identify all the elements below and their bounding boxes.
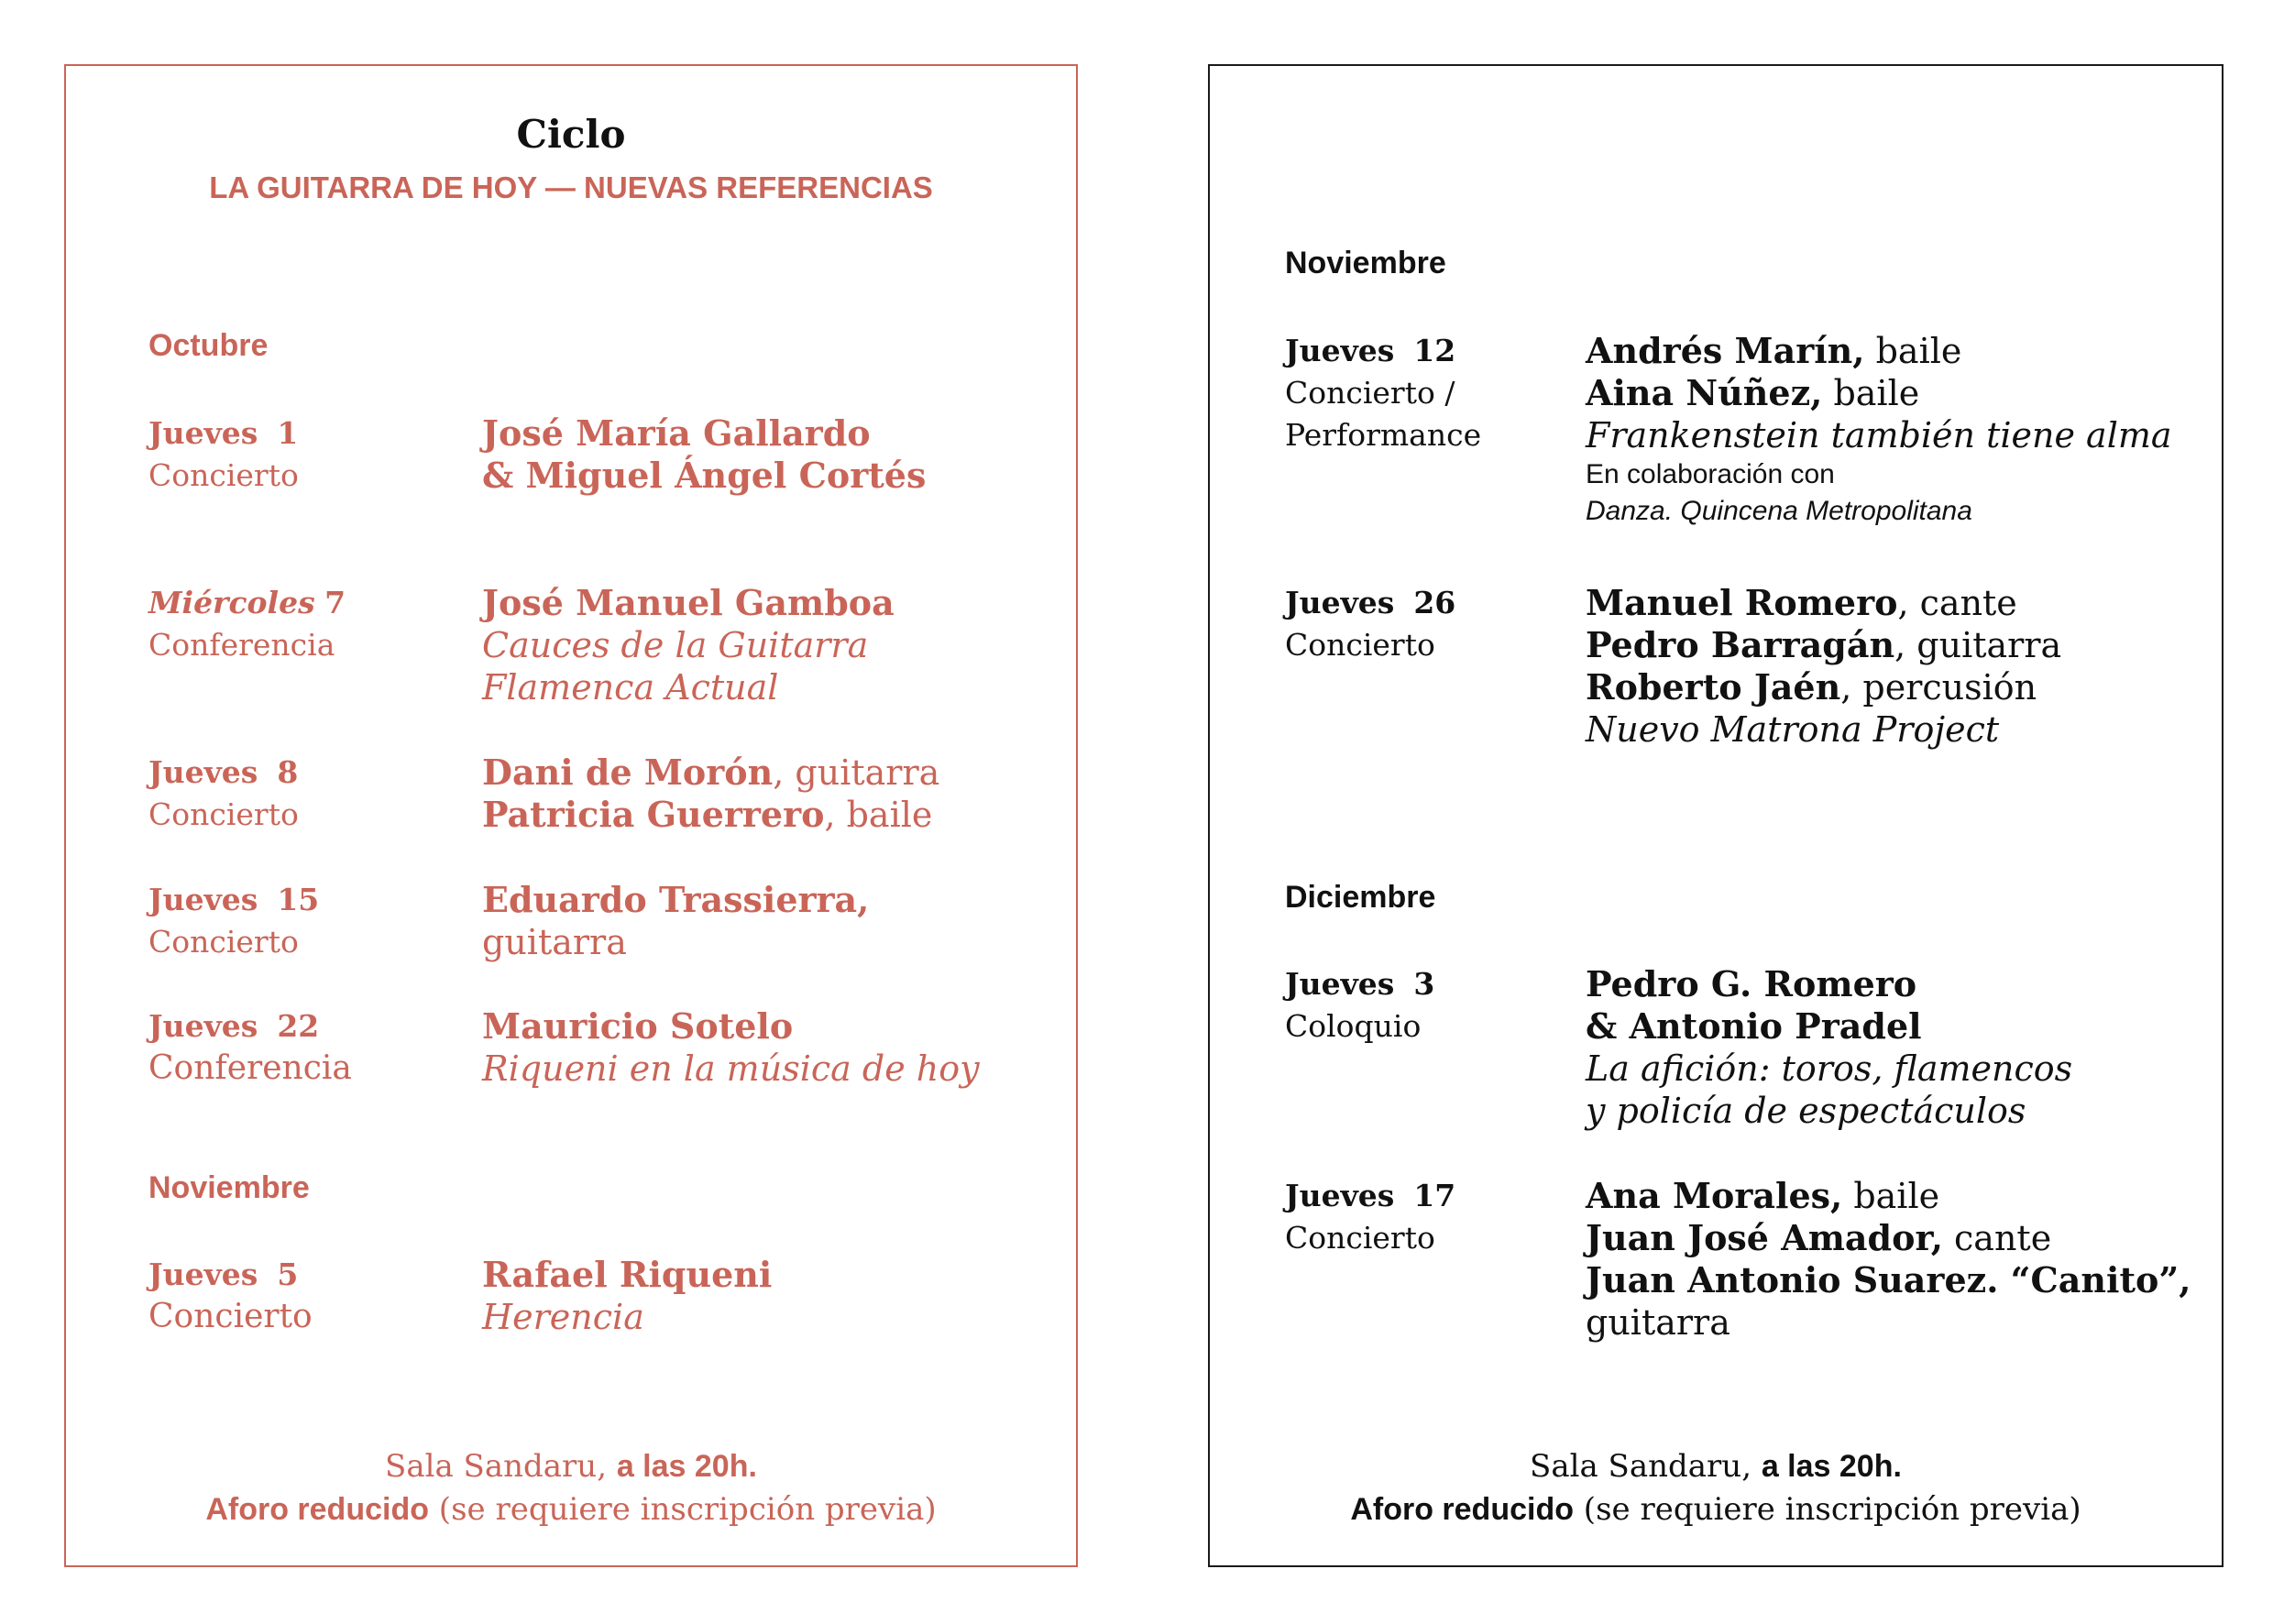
event-details: [482, 582, 895, 708]
event-performer: Patricia Guerrero: [482, 794, 825, 835]
venue-time: a las 20h.: [1761, 1449, 1902, 1484]
event-date: [148, 582, 346, 666]
right-program-panel: [1208, 64, 2224, 1567]
event-performer: & Antonio Pradel: [1586, 1005, 1922, 1047]
event-title: Riqueni en la música de hoy: [482, 1048, 980, 1089]
venue-name: Sala Sandaru,: [385, 1448, 617, 1485]
capacity-label: Aforo reducido: [205, 1492, 429, 1527]
event-performer: Ana Morales,: [1586, 1175, 1843, 1216]
event-type: Concierto: [1285, 627, 1435, 663]
event-details: [1586, 963, 2072, 1132]
event-role: , guitarra: [1894, 625, 2062, 665]
event-date: [148, 752, 299, 836]
event-details: [1586, 1175, 2191, 1344]
event-details: [482, 879, 869, 963]
event-details: [482, 412, 926, 497]
event-day: Jueves: [148, 1008, 258, 1044]
cycle-title: Ciclo: [516, 112, 626, 157]
event-title: Frankenstein también tiene alma: [1586, 415, 2172, 455]
event-role: , percusión: [1840, 667, 2037, 708]
event-day-number: 15: [277, 882, 320, 917]
event-performer: Rafael Riqueni: [482, 1254, 773, 1295]
event-date: [1285, 330, 1481, 456]
event-date: [148, 1005, 352, 1090]
event-type: Concierto: [148, 924, 299, 960]
venue-time: a las 20h.: [616, 1449, 757, 1484]
event-performer: Pedro G. Romero: [1586, 963, 1917, 1004]
venue-line: [1210, 1448, 2222, 1485]
event-day: Jueves: [148, 1256, 258, 1292]
capacity-line: [66, 1491, 1076, 1528]
event-role: guitarra: [1586, 1302, 1730, 1343]
event-title: Flamenca Actual: [482, 667, 779, 708]
event-role: baile: [1822, 373, 1920, 413]
event-day-number: 12: [1413, 333, 1456, 368]
event-day-number: 26: [1413, 585, 1456, 620]
event-performer: Mauricio Sotelo: [482, 1005, 794, 1047]
capacity-note: (se requiere inscripción previa): [1574, 1491, 2081, 1528]
event-performer: José Manuel Gamboa: [482, 582, 895, 623]
venue-name: Sala Sandaru,: [1530, 1448, 1762, 1485]
event-type: Performance: [1285, 417, 1482, 453]
event-type: Conferencia: [148, 1049, 352, 1087]
event-details: [1586, 582, 2061, 751]
event-type: Concierto: [148, 796, 299, 832]
event-date: [1285, 963, 1434, 1048]
event-title: Nuevo Matrona Project: [1586, 709, 2000, 750]
cycle-subtitle: LA GUITARRA DE HOY — NUEVAS REFERENCIAS: [209, 170, 933, 204]
event-title: y policía de espectáculos: [1586, 1091, 2026, 1131]
event-type: Concierto: [148, 1298, 313, 1335]
event-title: Herencia: [482, 1297, 644, 1337]
event-day: Jueves: [148, 415, 258, 451]
event-performer: José María Gallardo: [482, 412, 871, 454]
event-type: Concierto: [148, 457, 299, 493]
event-performer: Dani de Morón: [482, 752, 774, 793]
event-day-number: 3: [1413, 966, 1435, 1002]
event-role: cante: [1942, 1218, 2052, 1258]
event-performer: Juan Antonio Suarez. “Canito”,: [1586, 1259, 2191, 1300]
event-details: [482, 1254, 772, 1338]
event-date: [148, 412, 299, 497]
month-heading-diciembre: Diciembre: [1285, 880, 1436, 915]
event-day-number: 1: [277, 415, 299, 451]
event-title: Cauces de la Guitarra: [482, 625, 869, 665]
event-type: Coloquio: [1285, 1008, 1422, 1044]
event-day-number: 8: [277, 754, 299, 790]
event-performer: Juan José Amador,: [1586, 1217, 1943, 1258]
event-performer: Eduardo Trassierra,: [482, 879, 870, 920]
event-role: baile: [1864, 331, 1962, 371]
event-date: [148, 1254, 313, 1338]
event-performer: Pedro Barragán: [1586, 624, 1895, 665]
left-program-panel: [64, 64, 1078, 1567]
event-role: , baile: [824, 795, 933, 835]
event-role: guitarra: [482, 922, 627, 962]
event-performer: Andrés Marín,: [1586, 330, 1865, 371]
capacity-line: [1210, 1491, 2222, 1528]
event-performer: Roberto Jaén: [1586, 666, 1841, 708]
event-details: [1586, 330, 2172, 530]
event-date: [148, 879, 319, 963]
event-performer: Manuel Romero: [1586, 582, 1898, 623]
event-date: [1285, 1175, 1455, 1259]
month-heading-octubre: Octubre: [148, 328, 269, 363]
event-title: La afición: toros, flamencos: [1586, 1048, 2073, 1089]
event-role: , cante: [1897, 583, 2017, 623]
event-performer: & Miguel Ángel Cortés: [482, 455, 927, 496]
event-day-number: 17: [1413, 1178, 1456, 1213]
collaboration-note: En colaboración con: [1586, 459, 1835, 489]
event-details: [482, 752, 939, 836]
event-details: [482, 1005, 980, 1090]
event-day-number: 5: [277, 1256, 299, 1292]
event-day-number: 22: [277, 1008, 320, 1044]
capacity-label: Aforo reducido: [1350, 1492, 1574, 1527]
event-type: Conferencia: [148, 627, 335, 663]
collaboration-partner: Danza. Quincena Metropolitana: [1586, 496, 1972, 526]
event-day: Jueves: [1285, 585, 1395, 620]
month-heading-noviembre: Noviembre: [148, 1170, 310, 1205]
event-day: Jueves: [148, 882, 258, 917]
event-type: Concierto: [1285, 1220, 1435, 1256]
event-day: Miércoles: [148, 585, 315, 620]
event-day: Jueves: [1285, 333, 1395, 368]
event-day: Jueves: [1285, 1178, 1395, 1213]
month-heading-noviembre: Noviembre: [1285, 246, 1446, 280]
event-role: baile: [1842, 1176, 1940, 1216]
event-day: Jueves: [1285, 966, 1395, 1002]
event-role: , guitarra: [773, 752, 940, 793]
event-day-number: 7: [324, 585, 346, 620]
event-performer: Aina Núñez,: [1586, 372, 1823, 413]
capacity-note: (se requiere inscripción previa): [429, 1491, 937, 1528]
event-day: Jueves: [148, 754, 258, 790]
venue-line: [66, 1448, 1076, 1485]
event-date: [1285, 582, 1455, 666]
event-type: Concierto /: [1285, 375, 1455, 411]
